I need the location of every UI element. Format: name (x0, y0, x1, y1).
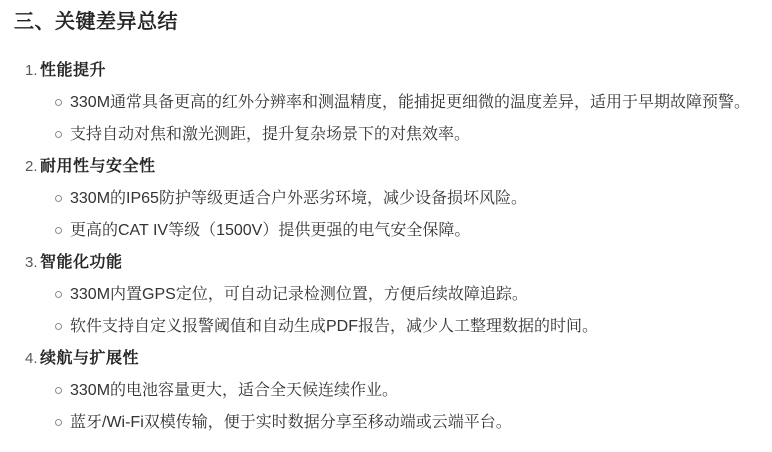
section-number: 2. (25, 158, 38, 175)
section-battery-expandability (13, 348, 768, 433)
list-item-text: 支持自动对焦和激光测距，提升复杂场景下的对焦效率。 (70, 126, 471, 143)
list-item-text: 330M通常具备更高的红外分辨率和测温精度，能捕捉更细微的温度差异，适用于早期故障预警。 (70, 94, 751, 111)
section-number: 3. (25, 254, 38, 271)
list-item (13, 380, 768, 401)
list-item-text: 软件支持自定义报警阈值和自动生成PDF报告，减少人工整理数据的时间。 (70, 318, 599, 335)
section-header (13, 252, 768, 273)
list-item (13, 188, 768, 209)
section-durability-safety (13, 156, 768, 241)
section-performance (13, 60, 768, 145)
list-item-text: 330M的电池容量更大，适合全天候连续作业。 (70, 382, 399, 399)
section-header (13, 60, 768, 81)
hollow-bullet-icon (55, 195, 62, 202)
page-title: 三、关键差异总结 (14, 11, 178, 33)
list-item-text: 更高的CAT IV等级（1500V）提供更强的电气安全保障。 (70, 222, 471, 239)
list-item (13, 316, 768, 337)
list-item (13, 220, 768, 241)
list-item-text: 330M的IP65防护等级更适合户外恶劣环境，减少设备损坏风险。 (70, 190, 527, 207)
section-heading: 性能提升 (40, 62, 107, 79)
section-heading: 耐用性与安全性 (40, 158, 156, 175)
list-item (13, 284, 768, 305)
list-item-text: 330M内置GPS定位，可自动记录检测位置，方便后续故障追踪。 (70, 286, 528, 303)
hollow-bullet-icon (55, 323, 62, 330)
section-number: 1. (25, 62, 38, 79)
list-item (13, 92, 768, 113)
section-number: 4. (25, 350, 38, 367)
hollow-bullet-icon (55, 99, 62, 106)
list-item-text: 蓝牙/Wi-Fi双模传输，便于实时数据分享至移动端或云端平台。 (70, 414, 512, 431)
list-item (13, 412, 768, 433)
section-heading: 续航与扩展性 (40, 350, 140, 367)
section-heading: 智能化功能 (40, 254, 123, 271)
hollow-bullet-icon (55, 131, 62, 138)
section-header (13, 348, 768, 369)
section-header (13, 156, 768, 177)
section-smart-features (13, 252, 768, 337)
hollow-bullet-icon (55, 419, 62, 426)
hollow-bullet-icon (55, 227, 62, 234)
hollow-bullet-icon (55, 387, 62, 394)
list-item (13, 124, 768, 145)
hollow-bullet-icon (55, 291, 62, 298)
